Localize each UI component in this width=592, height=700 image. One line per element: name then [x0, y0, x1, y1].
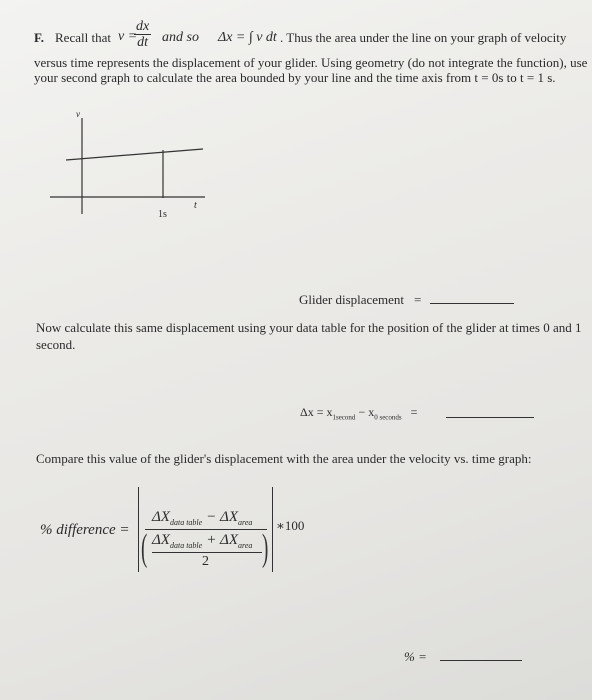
v-equals: v = [118, 29, 138, 44]
delta-x-lhs: Δx = x [300, 405, 333, 419]
glider-displacement-label: Glider displacement [299, 292, 405, 307]
intro-line-2: versus time represents the displacement of your glider. Using geometry (do not integrate the function), use [34, 55, 588, 70]
denominator-two: 2 [202, 554, 209, 569]
inner-fraction-bar [152, 552, 262, 553]
delta-x-minus: − x [355, 405, 375, 419]
intro-line-3: your second graph to calculate the area bounded by your line and the time axis from t = 0s to t = 1 s. [34, 70, 556, 85]
abs-bar-left [138, 487, 139, 572]
dx-numerator: dx [136, 19, 150, 34]
integral-expression: Δx = ∫ v dt [218, 30, 277, 45]
den-sub-area: area [238, 541, 253, 551]
graph-v-label: v [76, 109, 80, 119]
now-calculate-line-1: Now calculate this same displacement using your data table for the position of the glider at times 0 and 1 [36, 320, 582, 335]
delta-x-blank[interactable] [446, 417, 534, 418]
num-minus-dx: − ΔX [206, 509, 239, 525]
graph-tick-1s: 1s [158, 209, 167, 220]
thus-text: . Thus the area under the line on your graph of velocity [280, 30, 567, 45]
delta-x-equation [300, 405, 417, 421]
graph-t-label: t [194, 200, 197, 211]
num-sub-area: area [238, 518, 253, 528]
delta-x-sub-1s: 1second [332, 413, 356, 422]
dt-denominator: dt [137, 35, 149, 50]
delta-x-sub-0s: 0 seconds [374, 413, 402, 422]
percent-blank[interactable] [440, 660, 522, 661]
delta-x-equals: = [410, 405, 418, 419]
abs-bar-right [272, 487, 273, 572]
percent-difference-label: % difference = [40, 522, 130, 538]
den-dx-data: ΔX [152, 532, 170, 548]
formula-denominator-top [152, 531, 252, 550]
num-sub-data-table: data table [169, 518, 203, 528]
paren-left: ( [141, 527, 148, 569]
compare-text: Compare this value of the glider's displacement with the area under the velocity vs. time graph: [36, 451, 532, 466]
glider-displacement-blank[interactable] [430, 303, 514, 304]
part-f-label: F. [34, 30, 44, 45]
recall-text: Recall that [55, 30, 111, 45]
paren-right: ) [262, 527, 269, 569]
percent-equals-label: % = [404, 649, 427, 664]
fraction-bar [145, 529, 267, 530]
den-sub-data-table: data table [169, 541, 203, 551]
den-plus-dx: + ΔX [206, 532, 239, 548]
and-so-text: and so [162, 30, 199, 45]
now-calculate-line-2: second. [36, 337, 76, 352]
formula-numerator [152, 508, 252, 527]
velocity-line [66, 149, 203, 160]
times-100: ∗100 [276, 518, 305, 533]
num-dx-data: ΔX [152, 509, 170, 525]
glider-displacement-equals: = [414, 292, 422, 307]
